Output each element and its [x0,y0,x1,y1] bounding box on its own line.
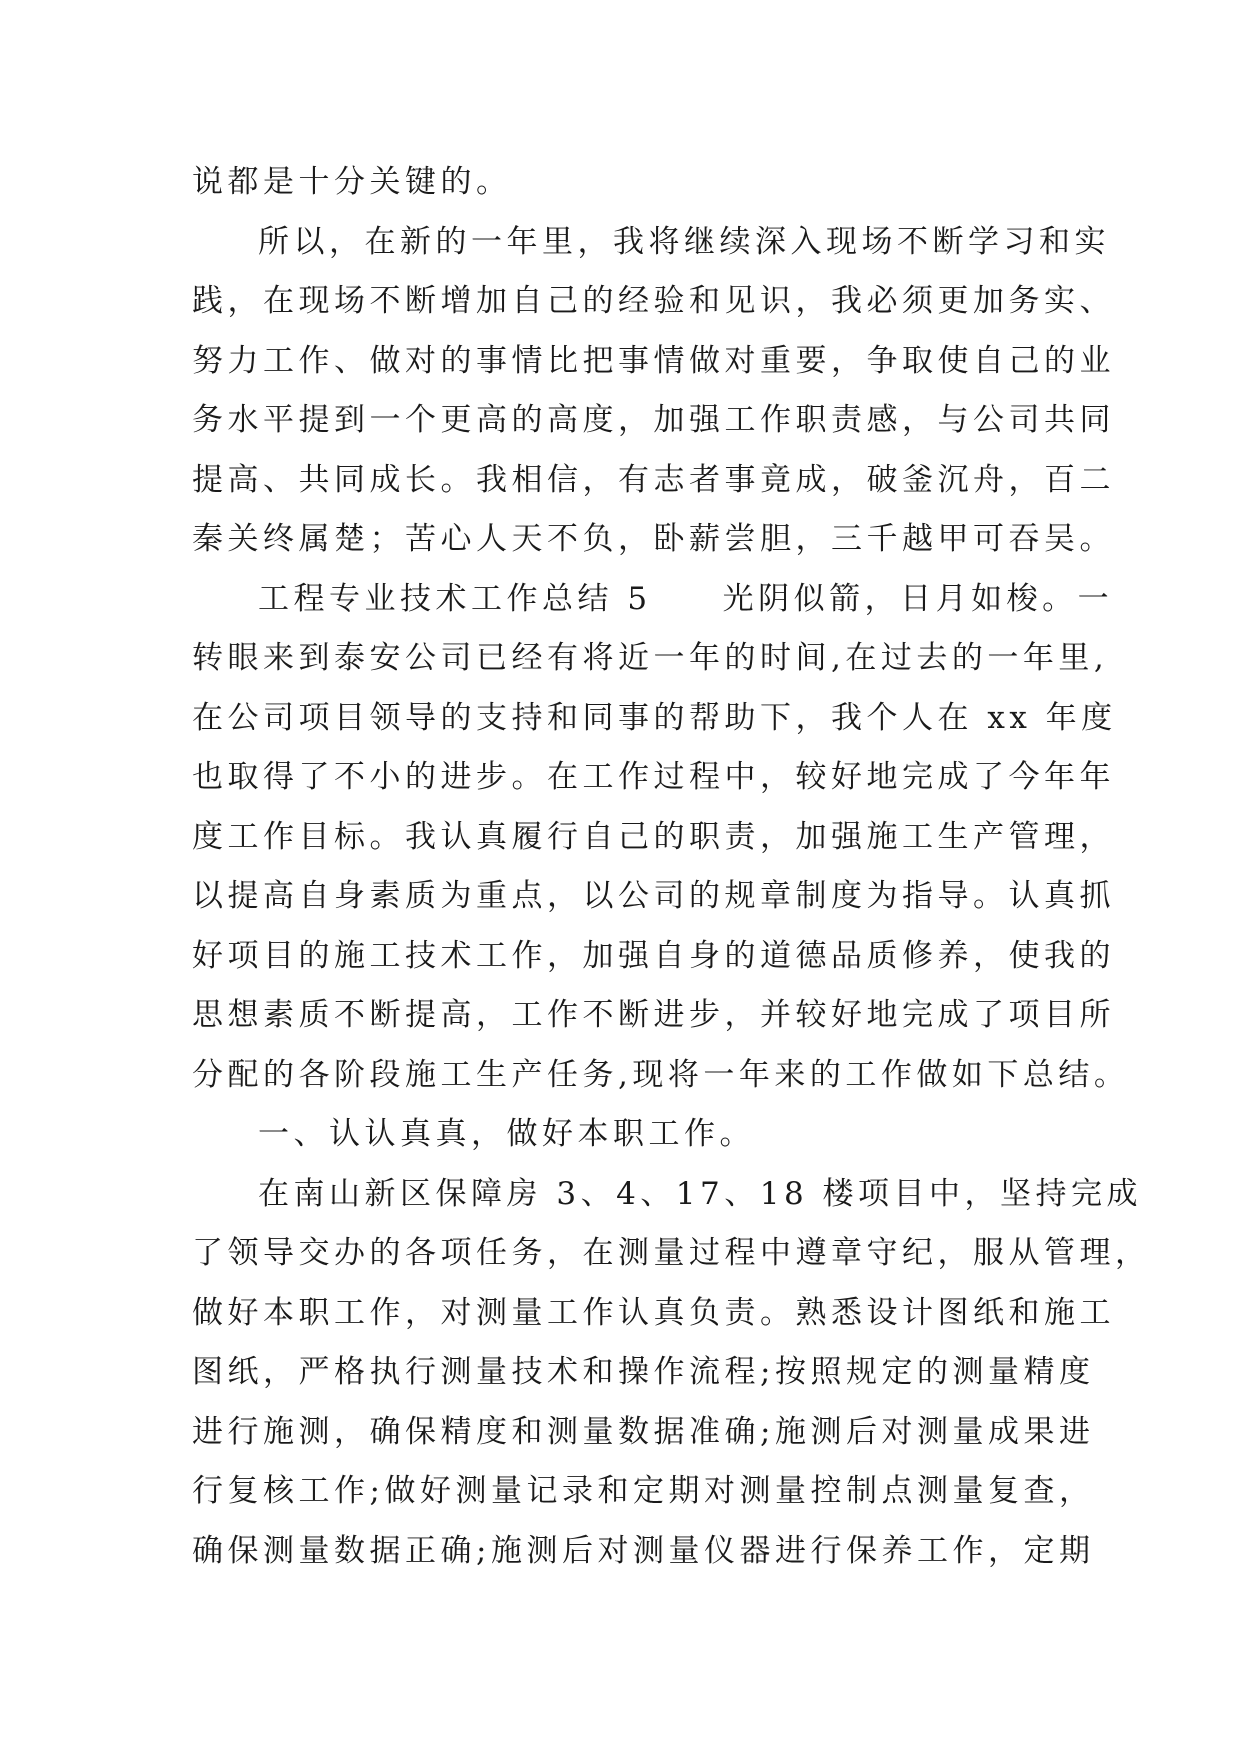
text-line: 度工作目标。我认真履行自己的职责，加强施工生产管理， [192,818,1115,855]
text-line: 践，在现场不断增加自己的经验和见识，我必须更加务实、 [192,283,1115,319]
text-line: 说都是十分关键的。 [192,164,512,200]
subheading-line: 一、认认真真，做好本职工作。 [258,1116,755,1152]
text-line: 进行施测，确保精度和测量数据准确;施测后对测量成果进 [192,1413,1095,1450]
paragraph-first-line: 所以，在新的一年里，我将继续深入现场不断学习和实 [258,223,1110,260]
text-line: 行复核工作;做好测量记录和定期对测量控制点测量复查， [192,1473,1095,1509]
text-line: 努力工作、做对的事情比把事情做对重要，争取使自己的业 [192,342,1115,379]
section-heading-line: 工程专业技术工作总结 5 光阴似箭，日月如梭。一 [258,580,1114,617]
text-line: 转眼来到泰安公司已经有将近一年的时间,在过去的一年里, [192,640,1109,676]
text-line: 务水平提到一个更高的高度，加强工作职责感，与公司共同 [192,402,1115,438]
paragraph-first-line: 在南山新区保障房 3、4、17、18 楼项目中，坚持完成 [258,1175,1143,1212]
text-line: 提高、共同成长。我相信，有志者事竟成，破釜沉舟，百二 [192,461,1115,498]
text-line: 了领导交办的各项任务，在测量过程中遵章守纪，服从管理， [192,1235,1151,1271]
text-line: 分配的各阶段施工生产任务,现将一年来的工作做如下总结。 [192,1056,1130,1093]
document-body [192,153,1151,1581]
text-line: 做好本职工作，对测量工作认真负责。熟悉设计图纸和施工 [192,1294,1115,1331]
text-line: 思想素质不断提高，工作不断进步，并较好地完成了项目所 [192,997,1115,1033]
text-line: 确保测量数据正确;施测后对测量仪器进行保养工作，定期 [192,1532,1095,1569]
text-line: 好项目的施工技术工作，加强自身的道德品质修养，使我的 [192,937,1115,974]
text-line: 以提高自身素质为重点，以公司的规章制度为指导。认真抓 [192,878,1115,914]
text-line: 也取得了不小的进步。在工作过程中，较好地完成了今年年 [192,759,1115,795]
text-line: 秦关终属楚；苦心人天不负，卧薪尝胆，三千越甲可吞吴。 [192,521,1115,557]
text-line: 在公司项目领导的支持和同事的帮助下，我个人在 xx 年度 [192,699,1117,736]
text-line: 图纸，严格执行测量技术和操作流程;按照规定的测量精度 [192,1354,1095,1390]
